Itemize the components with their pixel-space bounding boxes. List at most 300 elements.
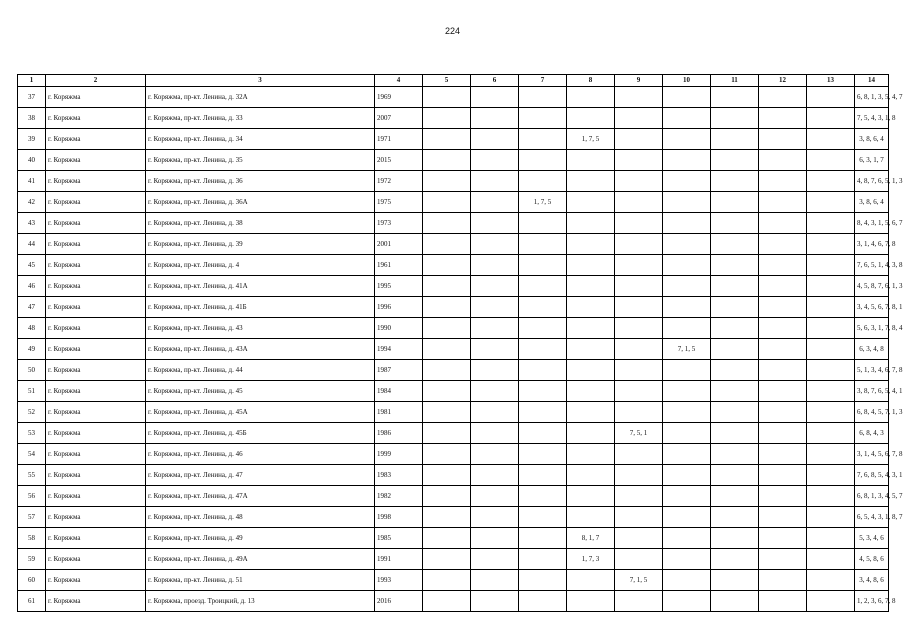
table-row: [18, 465, 889, 486]
table-cell: [711, 465, 759, 486]
table-cell: [423, 318, 471, 339]
table-cell: 61: [18, 591, 46, 612]
table-cell: [567, 297, 615, 318]
table-cell: [759, 549, 807, 570]
table-cell: [519, 549, 567, 570]
table-cell: г. Коряжма, пр-кт. Ленина, д. 36А: [146, 192, 375, 213]
table-cell: 40: [18, 150, 46, 171]
table-cell: [423, 486, 471, 507]
table-cell: [711, 591, 759, 612]
table-cell: [567, 465, 615, 486]
table-cell: [423, 528, 471, 549]
table-row: [18, 339, 889, 360]
table-cell: 48: [18, 318, 46, 339]
table-cell: [615, 549, 663, 570]
table-cell: [711, 108, 759, 129]
table-cell: [759, 402, 807, 423]
table-row: [18, 381, 889, 402]
table-cell: 43: [18, 213, 46, 234]
table-cell: г. Коряжма, пр-кт. Ленина, д. 47: [146, 465, 375, 486]
table-cell: г. Коряжма, пр-кт. Ленина, д. 46: [146, 444, 375, 465]
table-row: [18, 423, 889, 444]
table-cell: [471, 402, 519, 423]
table-cell: г. Коряжма: [46, 234, 146, 255]
table-cell: [807, 234, 855, 255]
column-header: 3: [146, 75, 375, 87]
table-cell: 1971: [375, 129, 423, 150]
table-row: [18, 360, 889, 381]
table-cell: [711, 381, 759, 402]
table-cell: [711, 318, 759, 339]
table-row: [18, 591, 889, 612]
table-cell: [615, 192, 663, 213]
table-cell: [567, 213, 615, 234]
table-cell: г. Коряжма: [46, 444, 146, 465]
table-cell: [519, 213, 567, 234]
table-cell: [711, 486, 759, 507]
table-cell: 2015: [375, 150, 423, 171]
table-cell: 1981: [375, 402, 423, 423]
table-cell: [423, 150, 471, 171]
table-cell: г. Коряжма: [46, 276, 146, 297]
column-header: 12: [759, 75, 807, 87]
column-header: 2: [46, 75, 146, 87]
table-row: [18, 171, 889, 192]
table-cell: [423, 339, 471, 360]
table-cell: [663, 150, 711, 171]
table-cell: 57: [18, 507, 46, 528]
table-cell: [759, 339, 807, 360]
table-row: [18, 129, 889, 150]
table-cell: [759, 255, 807, 276]
table-cell: 2007: [375, 108, 423, 129]
table-cell: 1993: [375, 570, 423, 591]
table-cell: г. Коряжма: [46, 528, 146, 549]
table-cell: г. Коряжма: [46, 381, 146, 402]
table-cell: 38: [18, 108, 46, 129]
table-cell: 8, 4, 3, 1, 5, 6, 7: [855, 213, 889, 234]
table-cell: [663, 444, 711, 465]
table-cell: [759, 297, 807, 318]
page-number: 224: [444, 26, 461, 36]
table-cell: г. Коряжма, пр-кт. Ленина, д. 51: [146, 570, 375, 591]
table-cell: г. Коряжма: [46, 87, 146, 108]
table-cell: 7, 6, 8, 5, 4, 3, 1: [855, 465, 889, 486]
table-cell: г. Коряжма: [46, 213, 146, 234]
table-cell: [711, 213, 759, 234]
table-cell: [807, 297, 855, 318]
column-header: 11: [711, 75, 759, 87]
table-cell: г. Коряжма: [46, 465, 146, 486]
table-cell: г. Коряжма, пр-кт. Ленина, д. 43А: [146, 339, 375, 360]
table-cell: г. Коряжма: [46, 591, 146, 612]
table-cell: [711, 339, 759, 360]
table-cell: 37: [18, 87, 46, 108]
table-cell: [663, 234, 711, 255]
table-cell: [615, 444, 663, 465]
table-cell: [711, 423, 759, 444]
table-cell: 1975: [375, 192, 423, 213]
table-cell: [663, 549, 711, 570]
table-cell: 7, 1, 5: [663, 339, 711, 360]
table-cell: г. Коряжма, пр-кт. Ленина, д. 47А: [146, 486, 375, 507]
table-cell: [663, 507, 711, 528]
table-cell: [423, 465, 471, 486]
table-cell: [711, 87, 759, 108]
table-body: [18, 87, 903, 612]
table-cell: [807, 108, 855, 129]
table-cell: 1995: [375, 276, 423, 297]
table-cell: [519, 528, 567, 549]
table-cell: 1998: [375, 507, 423, 528]
table-cell: [519, 234, 567, 255]
table-cell: [759, 360, 807, 381]
table-cell: [759, 87, 807, 108]
table-cell: [471, 192, 519, 213]
table-cell: [567, 87, 615, 108]
table-cell: [471, 444, 519, 465]
table-cell: 1982: [375, 486, 423, 507]
column-header: 8: [567, 75, 615, 87]
table-cell: [663, 402, 711, 423]
table-cell: [519, 297, 567, 318]
table-cell: [711, 150, 759, 171]
table-cell: г. Коряжма, пр-кт. Ленина, д. 35: [146, 150, 375, 171]
table-cell: [423, 192, 471, 213]
table-cell: [759, 486, 807, 507]
table-cell: 44: [18, 234, 46, 255]
table-cell: 46: [18, 276, 46, 297]
table-row: [18, 297, 889, 318]
table-cell: г. Коряжма, пр-кт. Ленина, д. 41А: [146, 276, 375, 297]
table-cell: [807, 87, 855, 108]
table-cell: [567, 423, 615, 444]
table-cell: 6, 3, 4, 8: [855, 339, 889, 360]
table-cell: 6, 5, 4, 3, 1, 8, 7: [855, 507, 889, 528]
table-cell: [615, 276, 663, 297]
table-row: [18, 549, 889, 570]
table-cell: [807, 465, 855, 486]
table-cell: [615, 360, 663, 381]
table-cell: [759, 591, 807, 612]
table-cell: [807, 591, 855, 612]
table-row: [18, 87, 889, 108]
table-cell: г. Коряжма: [46, 549, 146, 570]
table-cell: [615, 591, 663, 612]
table-cell: [663, 423, 711, 444]
table-cell: г. Коряжма: [46, 507, 146, 528]
table-cell: 4, 5, 8, 6: [855, 549, 889, 570]
table-cell: [567, 234, 615, 255]
table-cell: 1986: [375, 423, 423, 444]
table-cell: 1969: [375, 87, 423, 108]
table-cell: [519, 423, 567, 444]
table-cell: 7, 6, 5, 1, 4, 3, 8: [855, 255, 889, 276]
table-cell: г. Коряжма: [46, 360, 146, 381]
table-cell: [711, 255, 759, 276]
table-cell: [711, 570, 759, 591]
table-cell: [807, 339, 855, 360]
table-cell: г. Коряжма: [46, 486, 146, 507]
column-header: 7: [519, 75, 567, 87]
table-cell: [471, 150, 519, 171]
table-cell: [807, 486, 855, 507]
table-cell: [807, 255, 855, 276]
table-cell: [567, 276, 615, 297]
table-cell: [759, 318, 807, 339]
table-cell: 52: [18, 402, 46, 423]
table-cell: г. Коряжма: [46, 192, 146, 213]
table-cell: 51: [18, 381, 46, 402]
table-cell: [615, 507, 663, 528]
table-cell: [711, 402, 759, 423]
table-row: [18, 213, 889, 234]
table-cell: [567, 339, 615, 360]
table-cell: [759, 423, 807, 444]
table-cell: [615, 129, 663, 150]
table-cell: [663, 591, 711, 612]
table-cell: [471, 339, 519, 360]
table-cell: [519, 507, 567, 528]
table-cell: [423, 402, 471, 423]
table-cell: г. Коряжма, пр-кт. Ленина, д. 32А: [146, 87, 375, 108]
table-cell: 3, 8, 7, 6, 5, 4, 1: [855, 381, 889, 402]
table-cell: [615, 108, 663, 129]
table-cell: [807, 318, 855, 339]
table-cell: [807, 360, 855, 381]
table-cell: 39: [18, 129, 46, 150]
table-cell: [663, 108, 711, 129]
table-cell: [663, 381, 711, 402]
table-cell: г. Коряжма, пр-кт. Ленина, д. 49: [146, 528, 375, 549]
table-cell: [807, 276, 855, 297]
table-cell: 49: [18, 339, 46, 360]
table-cell: [807, 402, 855, 423]
table-cell: 1983: [375, 465, 423, 486]
table-cell: [663, 318, 711, 339]
table-cell: [471, 360, 519, 381]
table-cell: г. Коряжма: [46, 570, 146, 591]
table-cell: [615, 381, 663, 402]
table-cell: [759, 150, 807, 171]
table-cell: [663, 486, 711, 507]
table-cell: [471, 549, 519, 570]
table-cell: [711, 276, 759, 297]
table-cell: [471, 276, 519, 297]
table-cell: [519, 486, 567, 507]
column-header: 10: [663, 75, 711, 87]
table-cell: [615, 528, 663, 549]
table-cell: 56: [18, 486, 46, 507]
table-cell: г. Коряжма, пр-кт. Ленина, д. 49А: [146, 549, 375, 570]
table-cell: 6, 8, 4, 5, 7, 1, 3: [855, 402, 889, 423]
table-cell: 1999: [375, 444, 423, 465]
table-cell: 1, 7, 3: [567, 549, 615, 570]
table-cell: [423, 234, 471, 255]
table-cell: [615, 297, 663, 318]
table-row: [18, 150, 889, 171]
table-cell: [615, 213, 663, 234]
table-cell: [615, 234, 663, 255]
table-cell: г. Коряжма, пр-кт. Ленина, д. 41Б: [146, 297, 375, 318]
table-cell: [759, 444, 807, 465]
table-cell: [519, 381, 567, 402]
table-cell: г. Коряжма: [46, 150, 146, 171]
table-cell: [711, 528, 759, 549]
table-cell: [615, 318, 663, 339]
table-cell: 1984: [375, 381, 423, 402]
table-cell: [807, 150, 855, 171]
table-cell: [471, 108, 519, 129]
table-cell: [663, 528, 711, 549]
table-cell: [759, 192, 807, 213]
table-cell: г. Коряжма, пр-кт. Ленина, д. 43: [146, 318, 375, 339]
table-cell: 6, 3, 1, 7: [855, 150, 889, 171]
table-cell: 3, 8, 6, 4: [855, 129, 889, 150]
table-cell: [759, 507, 807, 528]
table-cell: [519, 150, 567, 171]
column-header: 9: [615, 75, 663, 87]
table-cell: [759, 381, 807, 402]
table-cell: [519, 129, 567, 150]
table-cell: 1, 2, 3, 6, 7, 8: [855, 591, 889, 612]
table-cell: 1994: [375, 339, 423, 360]
table-cell: [711, 360, 759, 381]
table-cell: [759, 234, 807, 255]
table-cell: г. Коряжма, пр-кт. Ленина, д. 38: [146, 213, 375, 234]
table-cell: [423, 276, 471, 297]
table-cell: [567, 486, 615, 507]
table-cell: [471, 570, 519, 591]
table-cell: [711, 444, 759, 465]
table-cell: г. Коряжма: [46, 318, 146, 339]
table-cell: [423, 444, 471, 465]
table-cell: 7, 5, 4, 3, 1, 8: [855, 108, 889, 129]
table-cell: [471, 423, 519, 444]
table-cell: [471, 213, 519, 234]
table-cell: [615, 255, 663, 276]
table-cell: [711, 297, 759, 318]
table-cell: [567, 570, 615, 591]
table-cell: [423, 108, 471, 129]
table-cell: г. Коряжма: [46, 129, 146, 150]
table-cell: 59: [18, 549, 46, 570]
table-row: [18, 318, 889, 339]
table-cell: 4, 5, 8, 7, 6, 1, 3: [855, 276, 889, 297]
table-cell: [423, 507, 471, 528]
table-cell: [615, 87, 663, 108]
table-cell: [567, 255, 615, 276]
table-cell: 2016: [375, 591, 423, 612]
table-cell: 45: [18, 255, 46, 276]
table-cell: [711, 192, 759, 213]
table-cell: [663, 192, 711, 213]
table-cell: 8, 1, 7: [567, 528, 615, 549]
table-cell: 53: [18, 423, 46, 444]
table-cell: [519, 465, 567, 486]
table-cell: 5, 6, 3, 1, 7, 8, 4: [855, 318, 889, 339]
table-cell: [663, 255, 711, 276]
table-row: [18, 507, 889, 528]
column-header: 6: [471, 75, 519, 87]
data-table: [17, 74, 903, 612]
table-cell: [759, 528, 807, 549]
table-cell: [759, 108, 807, 129]
table-cell: г. Коряжма, проезд. Троицкий, д. 13: [146, 591, 375, 612]
table-cell: [519, 444, 567, 465]
table-row: [18, 402, 889, 423]
table-cell: [663, 570, 711, 591]
table-cell: [759, 171, 807, 192]
table-cell: [519, 87, 567, 108]
table-cell: 1987: [375, 360, 423, 381]
table-cell: 3, 4, 8, 6: [855, 570, 889, 591]
table-cell: [663, 87, 711, 108]
table-cell: 47: [18, 297, 46, 318]
table-cell: [759, 465, 807, 486]
table-cell: [567, 444, 615, 465]
table-cell: [471, 381, 519, 402]
table-cell: [807, 129, 855, 150]
table-cell: [807, 171, 855, 192]
column-header: 5: [423, 75, 471, 87]
table-cell: 1991: [375, 549, 423, 570]
table-cell: 54: [18, 444, 46, 465]
table-cell: [807, 213, 855, 234]
table-cell: [423, 360, 471, 381]
table-row: [18, 570, 889, 591]
table-cell: г. Коряжма, пр-кт. Ленина, д. 48: [146, 507, 375, 528]
table-cell: [423, 129, 471, 150]
table-cell: [711, 129, 759, 150]
table-cell: 5, 3, 4, 6: [855, 528, 889, 549]
table-cell: г. Коряжма, пр-кт. Ленина, д. 45Б: [146, 423, 375, 444]
table-cell: [615, 465, 663, 486]
table-cell: г. Коряжма: [46, 108, 146, 129]
table-cell: 4, 8, 7, 6, 5, 1, 3: [855, 171, 889, 192]
column-header: 13: [807, 75, 855, 87]
table-cell: [471, 129, 519, 150]
table-cell: [663, 360, 711, 381]
table-row: [18, 486, 889, 507]
table-cell: [471, 591, 519, 612]
table-cell: [759, 213, 807, 234]
table-cell: 58: [18, 528, 46, 549]
table-cell: [471, 297, 519, 318]
table-cell: [423, 591, 471, 612]
table-cell: 6, 8, 1, 3, 4, 5, 7: [855, 486, 889, 507]
table-cell: [567, 591, 615, 612]
table-cell: [471, 318, 519, 339]
table-cell: 42: [18, 192, 46, 213]
table-cell: 1961: [375, 255, 423, 276]
table-cell: [663, 129, 711, 150]
table-cell: 1973: [375, 213, 423, 234]
table-cell: [711, 549, 759, 570]
table-cell: г. Коряжма: [46, 171, 146, 192]
table-cell: 3, 1, 4, 6, 7, 8: [855, 234, 889, 255]
table-cell: г. Коряжма: [46, 255, 146, 276]
table-cell: [519, 570, 567, 591]
table-cell: 3, 4, 5, 6, 7, 8, 1: [855, 297, 889, 318]
table-cell: г. Коряжма, пр-кт. Ленина, д. 34: [146, 129, 375, 150]
table-cell: [567, 360, 615, 381]
table-cell: г. Коряжма, пр-кт. Ленина, д. 39: [146, 234, 375, 255]
table-cell: [567, 507, 615, 528]
table-cell: [519, 318, 567, 339]
table-cell: 55: [18, 465, 46, 486]
table-cell: [711, 234, 759, 255]
